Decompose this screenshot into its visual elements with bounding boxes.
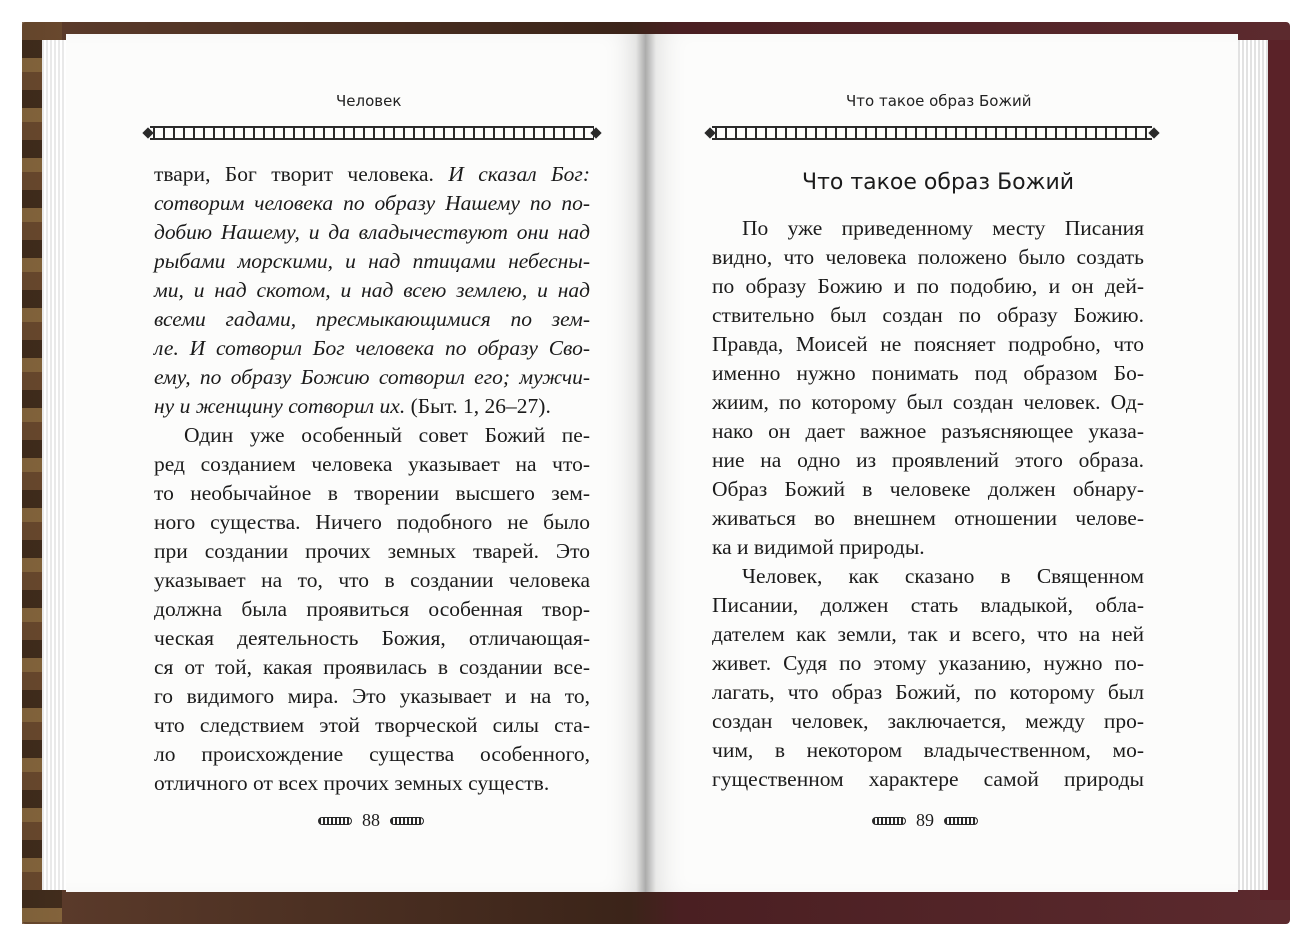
text-line [154, 624, 590, 653]
text-line [154, 305, 590, 334]
text-segment: отличного от всех прочих земных существ. [154, 771, 550, 795]
text-segment: ло происхождение существа особенного, [154, 742, 590, 766]
right-folio [872, 810, 978, 831]
left-page-number: 88 [362, 810, 380, 830]
italic-segment: добию Нашему, и да владычествуют они над [154, 220, 590, 244]
text-segment: должна была проявиться особенная твор- [154, 597, 590, 621]
text-line: ние на одно из проявлений этого образа. [712, 448, 1144, 472]
book-gutter [636, 34, 656, 892]
right-page-text [712, 214, 1144, 794]
italic-segment: ему, по образу Божию сотворил его; мужчи- [154, 365, 590, 389]
text-line: видно, что человека положено было создать [712, 245, 1144, 269]
text-line: именно нужно понимать под образом Бо- [712, 361, 1144, 385]
left-folio [318, 810, 424, 831]
chapter-title: Что такое образ Божий [802, 170, 1075, 195]
text-segment: го видимого мира. Это указывает и на то, [154, 684, 590, 708]
text-line: жиим, по которому был создан человек. Од- [712, 390, 1144, 414]
text-segment: что следствием этой творческой силы ста- [154, 713, 590, 737]
text-line [154, 711, 590, 740]
text-line: По уже приведенному месту Писания [742, 216, 1144, 240]
text-line [154, 653, 590, 682]
text-segment: указывает на то, что в создании человека [154, 568, 590, 592]
italic-segment: И сказал Бог: [448, 162, 590, 186]
text-line: нако он дает важное разъясняющее указа- [712, 419, 1144, 443]
text-line [154, 508, 590, 537]
text-line: гущественном характере самой природы [712, 767, 1144, 791]
text-segment: (Быт. 1, 26–27). [405, 394, 551, 418]
text-line [154, 247, 590, 276]
text-line [154, 421, 590, 450]
text-line: дателем как земли, так и всего, что на ней [712, 622, 1144, 646]
right-running-head: Что такое образ Божий [846, 92, 1032, 110]
folio-ornament-right [390, 817, 424, 825]
text-line: живет. Судя по этому указанию, нужно по- [712, 651, 1144, 675]
text-segment: ся от той, какая проявилась в создании все- [154, 655, 590, 679]
text-segment: твари, Бог творит человека. [154, 162, 449, 186]
text-segment: ред созданием человека указывает на что- [154, 452, 590, 476]
text-line [154, 189, 590, 218]
left-header-ornament [150, 126, 594, 140]
text-line: живаться во внешнем отношении челове- [712, 506, 1144, 530]
italic-segment: всеми гадами, пресмыкающимися по зем- [154, 307, 590, 331]
right-header-ornament [712, 126, 1152, 140]
text-line [154, 450, 590, 479]
text-segment: ного существа. Ничего подобного не было [154, 510, 590, 534]
text-segment: при создании прочих земных тварей. Это [154, 539, 590, 563]
text-line: лагать, что образ Божий, по которому был [712, 680, 1144, 704]
text-line: Образ Божий в человеке должен обнару- [712, 477, 1144, 501]
text-line: ствительно был создан по образу Божию. [712, 303, 1144, 327]
text-line [154, 334, 590, 363]
text-segment: ческая деятельность Божия, отличающая- [154, 626, 590, 650]
italic-segment: сотворим человека по образу Нашему по по- [154, 191, 590, 215]
italic-segment: ми, и над скотом, и над всею землею, и над [154, 278, 590, 302]
text-line [154, 740, 590, 769]
text-line [154, 218, 590, 247]
text-line [154, 479, 590, 508]
left-page-text [154, 160, 590, 798]
text-line [154, 392, 590, 421]
folio-ornament-right [944, 817, 978, 825]
text-line: Писании, должен стать владыкой, обла- [712, 593, 1144, 617]
text-segment: то необычайное в творении высшего зем- [154, 481, 590, 505]
italic-segment: ле. И сотворил Бог человека по образу Сво- [154, 336, 590, 360]
text-line [154, 595, 590, 624]
text-line: Человек, как сказано в Священном [742, 564, 1144, 588]
text-line [154, 682, 590, 711]
text-line [154, 363, 590, 392]
text-line: чим, в некотором владычественном, мо- [712, 738, 1144, 762]
text-line [154, 276, 590, 305]
folio-ornament-left [318, 817, 352, 825]
text-line [154, 566, 590, 595]
text-line [154, 160, 590, 189]
text-line: ка и видимой природы. [712, 535, 925, 559]
italic-segment: ну и женщину сотворил их. [154, 394, 406, 418]
text-line [154, 537, 590, 566]
left-running-head: Человек [336, 92, 402, 110]
text-line [154, 769, 590, 798]
folio-ornament-left [872, 817, 906, 825]
text-line: по образу Божию и по подобию, и он дей- [712, 274, 1144, 298]
text-segment: Один уже особенный совет Божий пе- [184, 423, 590, 447]
text-line: Правда, Моисей не поясняет подробно, что [712, 332, 1144, 356]
right-page-number: 89 [916, 810, 934, 830]
text-line: создан человек, заключается, между про- [712, 709, 1144, 733]
italic-segment: рыбами морскими, и над птицами небесны- [154, 249, 590, 273]
